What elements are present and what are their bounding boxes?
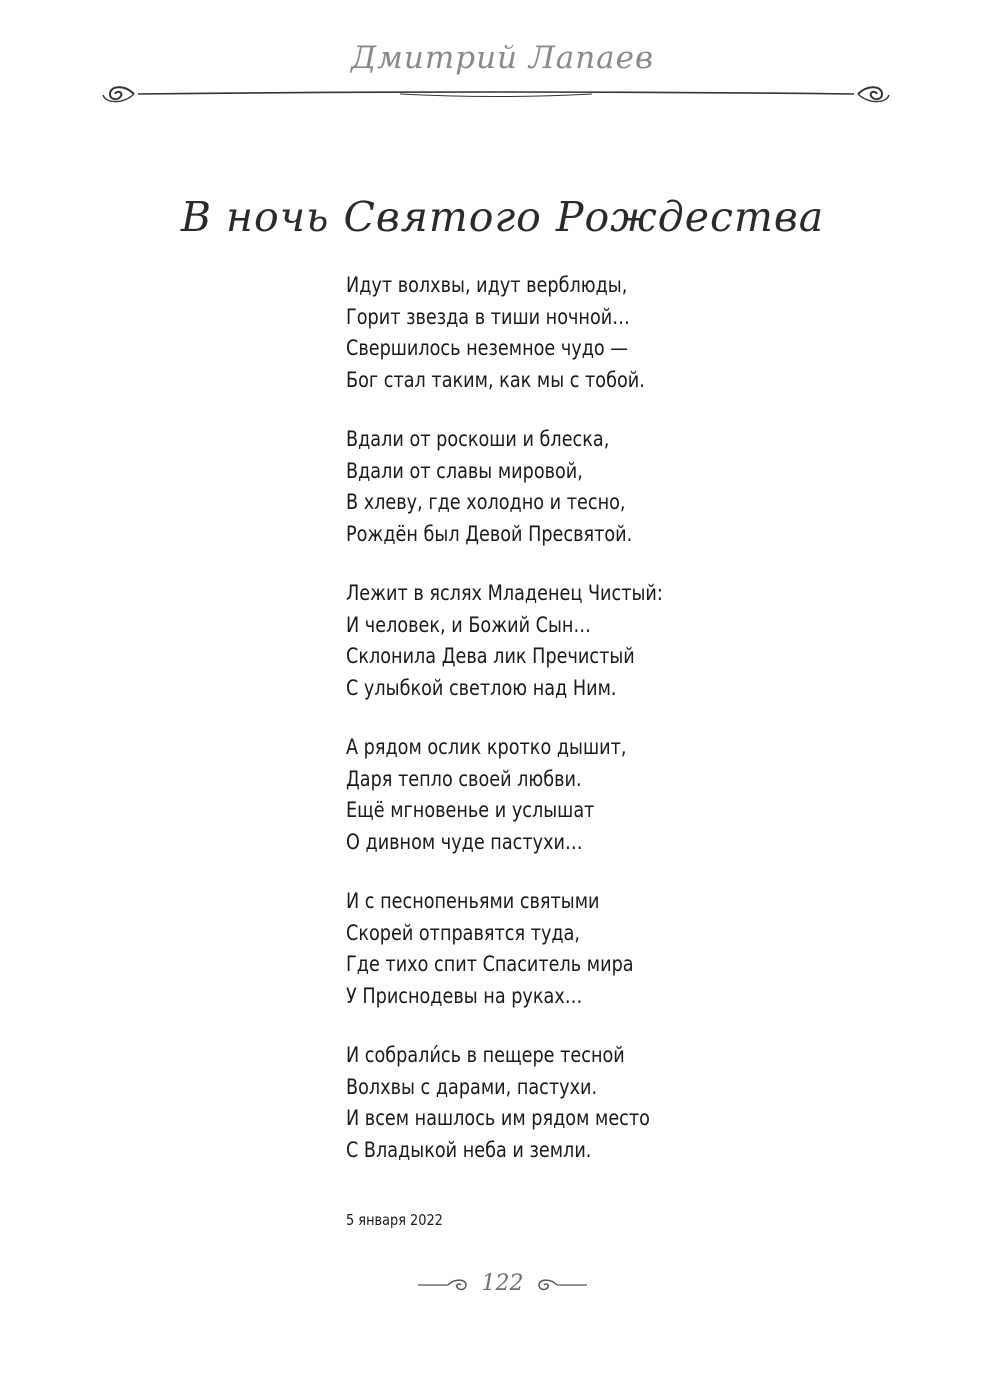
poem-line: Скорей отправятся туда, bbox=[346, 920, 581, 945]
page-number: 122 bbox=[481, 1271, 524, 1296]
poem-line: И человек, и Божий Сын… bbox=[346, 612, 592, 637]
poem-line: В хлеву, где холодно и тесно, bbox=[346, 490, 626, 514]
poem-line: Идут волхвы, идут верблюды, bbox=[346, 273, 628, 297]
poem-line: Волхвы с дарами, пастухи. bbox=[346, 1074, 598, 1099]
poem-line: Горит звезда в тиши ночной… bbox=[346, 304, 630, 329]
poem-line: О дивном чуде пастухи… bbox=[346, 829, 583, 854]
poem-line: Вдали от славы мировой, bbox=[346, 458, 583, 483]
poem-line: Где тихо спит Спаситель мира bbox=[346, 952, 634, 976]
poem-title: В ночь Святого Рождества bbox=[180, 193, 825, 241]
poem-line: Вдали от роскоши и блеска, bbox=[346, 427, 610, 451]
poem-line: С Владыкой неба и земли. bbox=[346, 1137, 592, 1162]
poem-body bbox=[346, 270, 946, 1194]
poem-line: Рождён был Девой Пресвятой. bbox=[346, 521, 633, 546]
poem-line: И собрали́сь в пещере тесной bbox=[346, 1043, 625, 1067]
poem-line: И с песнопеньями святыми bbox=[346, 889, 600, 913]
stanza bbox=[346, 578, 946, 704]
stanza bbox=[346, 270, 946, 396]
poem-line: Даря тепло своей любви. bbox=[346, 766, 582, 791]
poem-line: И всем нашлось им рядом место bbox=[346, 1106, 650, 1130]
poem-date: 5 января 2022 bbox=[346, 1211, 443, 1229]
poem-line: А рядом ослик кротко дышит, bbox=[346, 735, 627, 759]
poem-line: Бог стал таким, как мы с тобой. bbox=[346, 367, 645, 392]
poem-line: Свершилось неземное чудо — bbox=[346, 336, 628, 360]
page-footer bbox=[400, 1268, 605, 1302]
poem-line: С улыбкой светлою над Ним. bbox=[346, 675, 617, 700]
stanza bbox=[346, 732, 946, 858]
poem-line: Лежит в яслях Младенец Чистый: bbox=[346, 581, 663, 605]
poem-line: У Приснодевы на руках… bbox=[346, 983, 583, 1008]
header-ornamental-rule bbox=[100, 80, 892, 110]
poem-line: Ещё мгновенье и услышат bbox=[346, 798, 595, 822]
running-header-author: Дмитрий Лапаев bbox=[350, 40, 655, 76]
poem-line: Склонила Дева лик Пречистый bbox=[346, 644, 635, 668]
stanza bbox=[346, 886, 946, 1012]
stanza bbox=[346, 424, 946, 550]
stanza bbox=[346, 1040, 946, 1166]
